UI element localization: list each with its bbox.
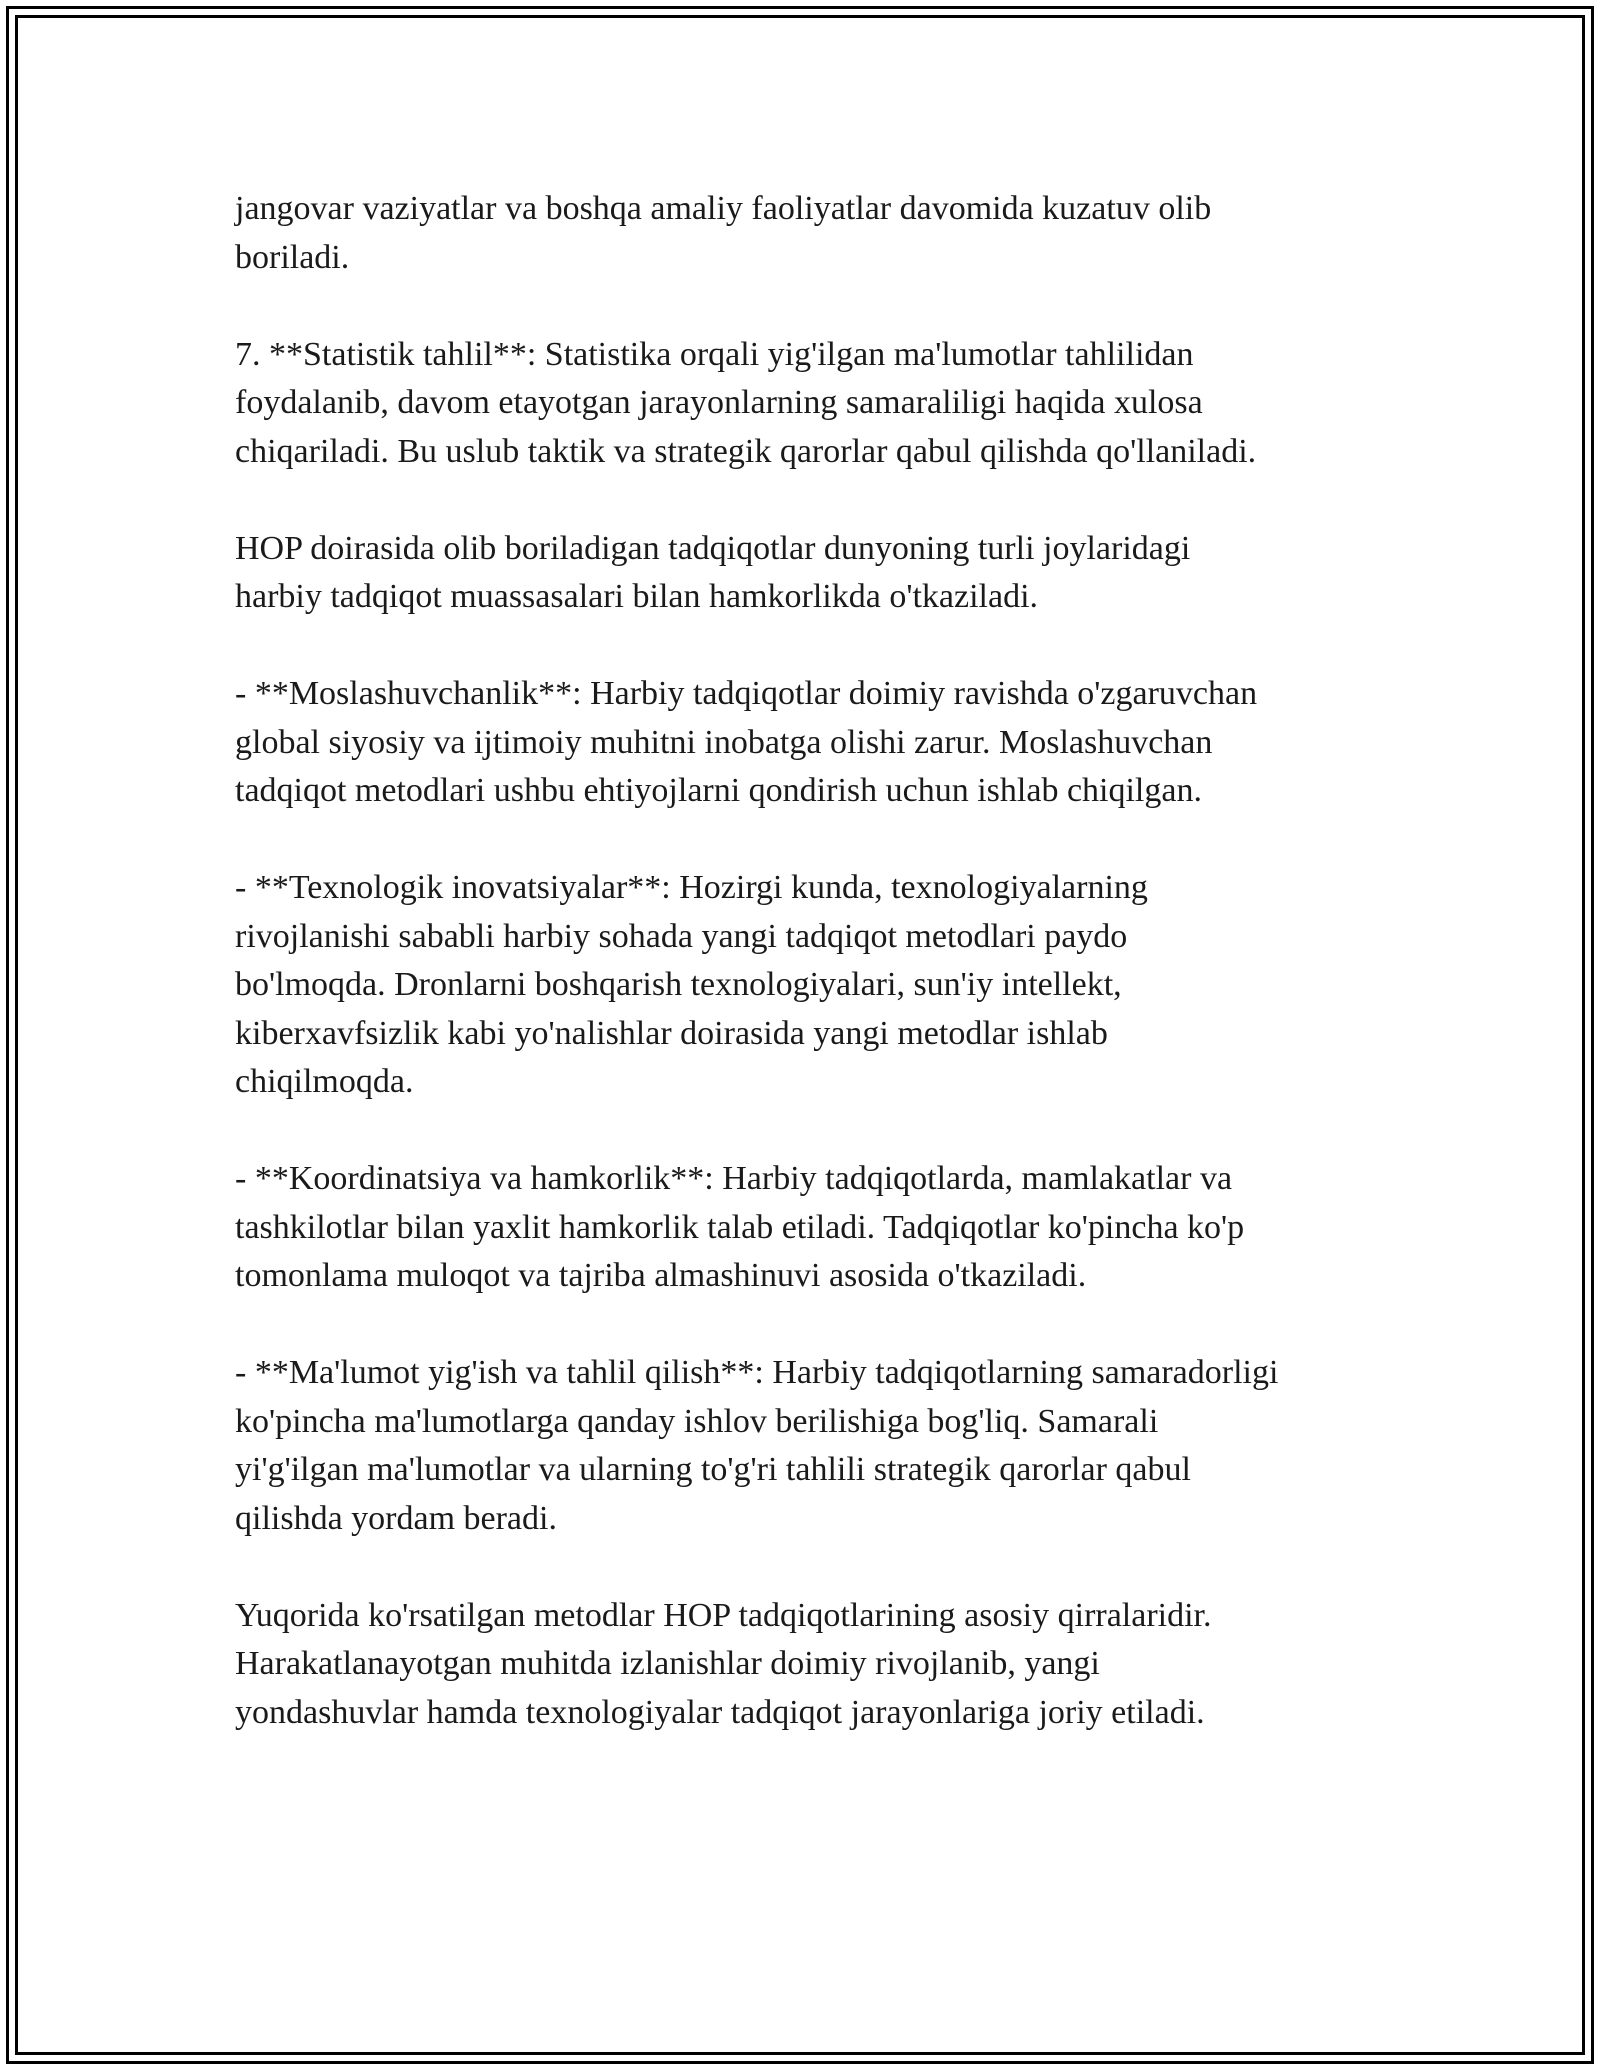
paragraph-hop-research: HOP doirasida olib boriladigan tadqiqotlar dunyoning turli joylaridagi harbiy tadqiqot muassasalari bilan hamkorlikda o'tkaziladi. [235, 529, 1191, 615]
paragraph-data-collection: - **Ma'lumot yig'ish va tahlil qilish**: Harbiy tadqiqotlarning samaradorligi ko'pincha ma'lumotlarga qanday ishlov berilishiga bog'liq. Samarali yi'g'ilgan ma'lumotlar va ularning to'g'ri tahlili strategik qarorlar qabul qilishda yordam beradi. [235, 1354, 1279, 1537]
paragraph-observation-continuation: jangovar vaziyatlar va boshqa amaliy faoliyatlar davomida kuzatuv olib boriladi. [235, 190, 1212, 276]
paragraph-flexibility: - **Moslashuvchanlik**: Harbiy tadqiqotlar doimiy ravishda o'zgaruvchan global siyosiy va ijtimoiy muhitni inobatga olishi zarur. Moslashuvchan tadqiqot metodlari ushbu ehtiyojlarni qondirish uchun ishlab chiqilgan. [235, 675, 1258, 809]
paragraph-conclusion: Yuqorida ko'rsatilgan metodlar HOP tadqiqotlarining asosiy qirralaridir. Harakatlanayotgan muhitda izlanishlar doimiy rivojlanib, yangi yondashuvlar hamda texnologiyalar tadqiqot jarayonlariga joriy etiladi. [235, 1596, 1212, 1731]
paragraph-tech-innovations: - **Texnologik inovatsiyalar**: Hozirgi kunda, texnologiyalarning rivojlanishi sababli harbiy sohada yangi tadqiqot metodlari paydo bo'lmoqda. Dronlarni boshqarish texnologiyalari, sun'iy intellekt, kiberxavfsizlik kabi yo'nalishlar doirasida yangi metodlar ishlab chiqilmoqda. [235, 869, 1148, 1100]
document-body [235, 185, 1385, 1737]
paragraph-coordination: - **Koordinatsiya va hamkorlik**: Harbiy tadqiqotlarda, mamlakatlar va tashkilotlar bilan yaxlit hamkorlik talab etiladi. Tadqiqotlar ko'pincha ko'p tomonlama muloqot va tajriba almashinuvi asosida o'tkaziladi. [235, 1160, 1245, 1294]
paragraph-statistical-analysis: 7. **Statistik tahlil**: Statistika orqali yig'ilgan ma'lumotlar tahlilidan foydalanib, davom etayotgan jarayonlarning samaraliligi haqida xulosa chiqariladi. Bu uslub taktik va strategik qarorlar qabul qilishda qo'llaniladi. [235, 335, 1257, 470]
